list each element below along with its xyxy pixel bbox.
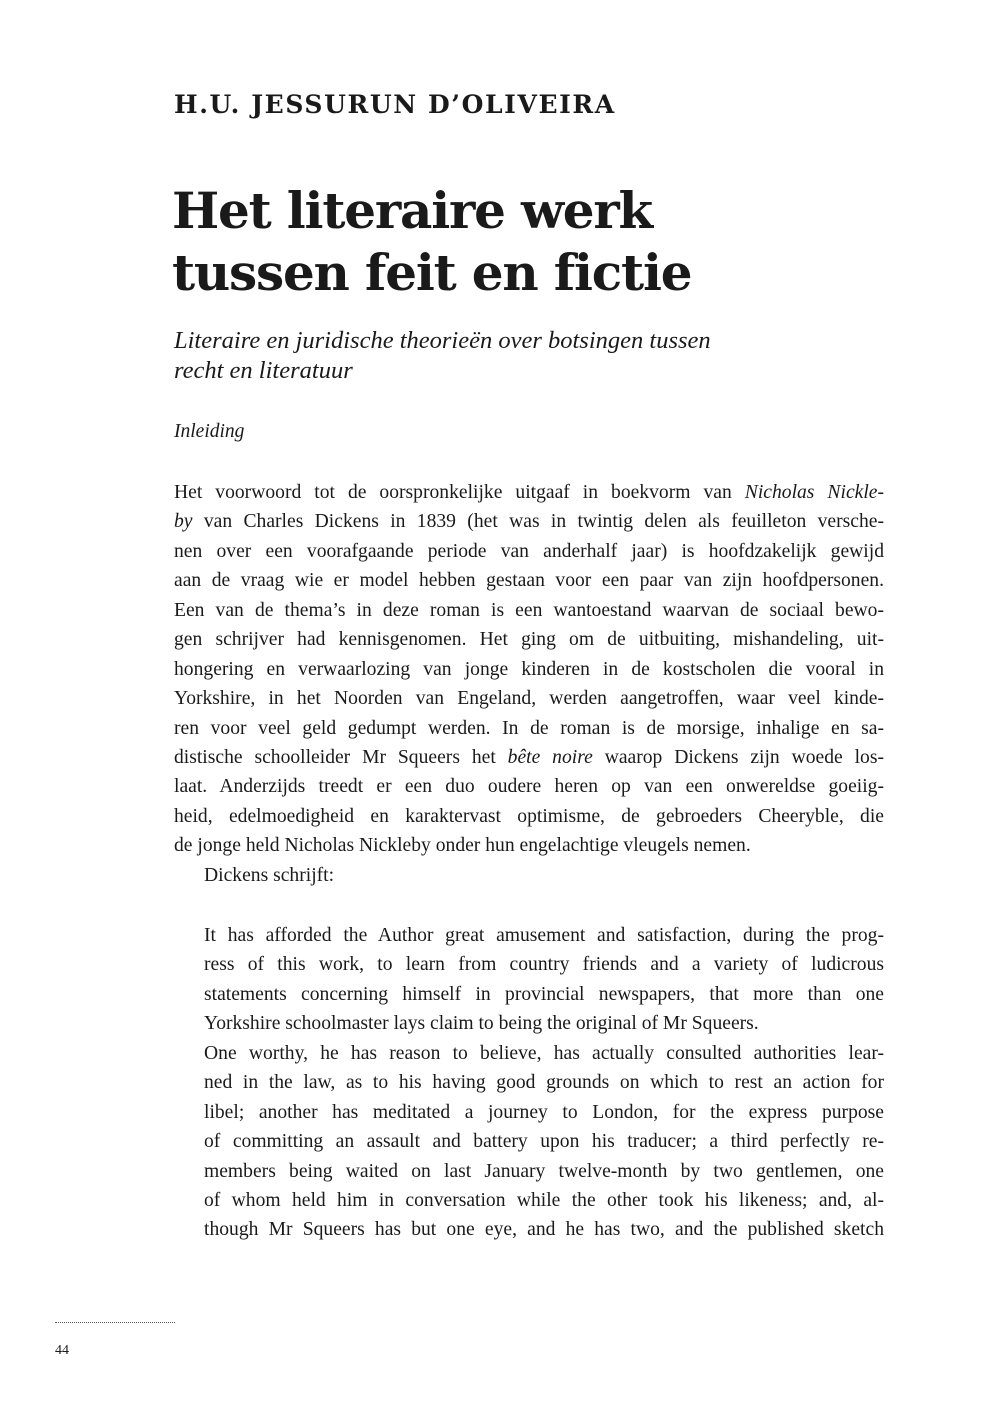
section-heading: Inleiding (174, 421, 245, 442)
body-line: ren voor veel geld gedumpt werden. In de roman is de morsige, inhalige en sa- (174, 717, 884, 739)
body-line: aan de vraag wie er model hebben gestaan voor een paar van zijn hoofdpersonen. (174, 570, 884, 592)
body-line: heid, edelmoedigheid en karaktervast optimisme, de gebroeders Cheeryble, die (174, 805, 884, 827)
book-title-italic: Nicholas Nickle- (744, 482, 885, 503)
body-text-run: van Charles Dickens in 1839 (het was in twintig delen als feuilleton versche- (192, 511, 884, 533)
quote-line: of committing an assault and battery upon his traducer; a third perfectly re- (204, 1131, 884, 1153)
body-line: de jonge held Nicholas Nickleby onder hun engelachtige vleugels nemen. (174, 835, 751, 857)
quote-line: statements concerning himself in provincial newspapers, that more than one (204, 983, 884, 1005)
body-line: laat. Anderzijds treedt er een duo oudere heren op van een onwereldse goeiig- (174, 776, 884, 798)
body-line: Dickens schrijft: (204, 864, 335, 886)
quote-line: ress of this work, to learn from country friends and a variety of ludicrous (204, 954, 884, 976)
body-line: Yorkshire, in het Noorden van Engeland, werden aangetroffen, waar veel kinde- (174, 688, 884, 710)
body-text-run: waarop Dickens zijn woede los- (592, 746, 884, 768)
body-line (174, 743, 884, 772)
quote-line: libel; another has meditated a journey to London, for the express purpose (204, 1101, 884, 1123)
quote-line: ned in the law, as to his having good grounds on which to rest an action for (204, 1072, 884, 1094)
quote-line: though Mr Squeers has but one eye, and he has two, and the published sketch (204, 1219, 884, 1241)
quote-line: Yorkshire schoolmaster lays claim to being the original of Mr Squeers. (204, 1013, 759, 1035)
article-subtitle (174, 326, 894, 386)
quote-line: members being waited on last January twelve-month by two gentlemen, one (204, 1160, 884, 1182)
body-text-run: distische schoolleider Mr Squeers het (174, 746, 508, 768)
italic-phrase: bête noire (507, 746, 593, 768)
author-name: H.U. JESSURUN D’OLIVEIRA (174, 90, 616, 119)
footer-dotted-rule (55, 1322, 175, 1323)
article-title (172, 180, 932, 304)
quote-line: It has afforded the Author great amusement and satisfaction, during the prog- (204, 925, 884, 946)
book-title-italic: by (174, 511, 193, 533)
quote-line: of whom held him in conversation while the other took his likeness; and, al- (204, 1189, 884, 1211)
body-text-run: Het voorwoord tot de oorspronkelijke uitgaaf in boekvorm van (174, 482, 745, 503)
body-line: gen schrijver had kennisgenomen. Het ging om de uitbuiting, mishandeling, uit- (174, 629, 884, 651)
body-paragraph (174, 478, 884, 890)
body-line: Een van de thema’s in deze roman is een wantoestand waarvan de sociaal bewo- (174, 599, 884, 621)
body-line: nen over een voorafgaande periode van anderhalf jaar) is hoofdzakelijk gewijd (174, 540, 884, 562)
subtitle-line-1: Literaire en juridische theorieën over botsingen tussen (174, 327, 711, 354)
title-line-1: Het literaire werk (172, 181, 652, 240)
page-number: 44 (55, 1343, 69, 1358)
body-line (174, 478, 884, 507)
quote-line: One worthy, he has reason to believe, has actually consulted authorities lear- (204, 1042, 884, 1064)
block-quote (204, 921, 884, 1245)
subtitle-line-2: recht en literatuur (174, 357, 353, 384)
body-line: hongering en verwaarlozing van jonge kinderen in de kostscholen die vooral in (174, 658, 884, 680)
body-line (174, 507, 884, 536)
title-line-2: tussen feit en fictie (172, 243, 692, 302)
